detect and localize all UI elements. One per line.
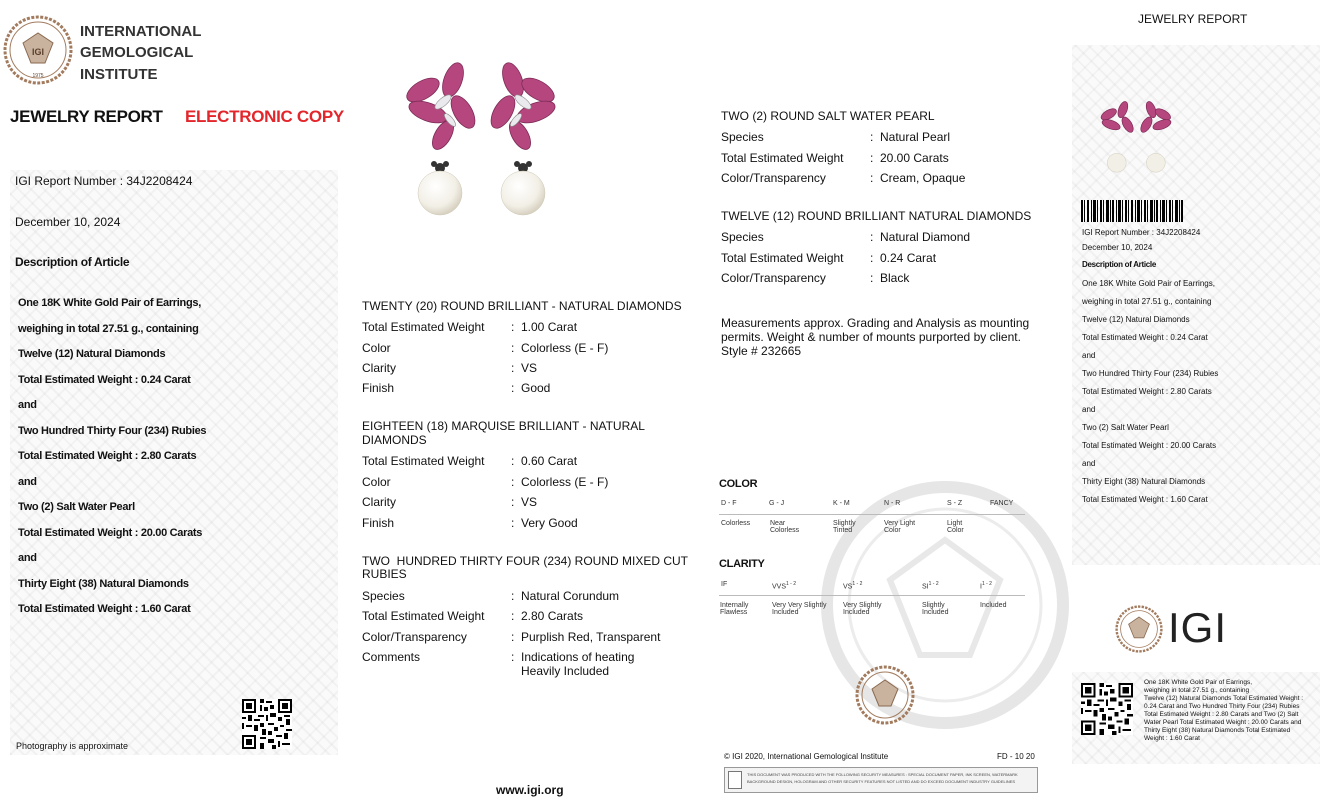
detail-label: Color [362,475,391,489]
description-line: Thirty Eight (38) Natural Diamonds [18,577,189,590]
earrings-photo [398,50,568,220]
detail-row: Species : Natural Diamond [721,230,971,244]
stub-summary-line: Twelve (12) Natural Diamonds Total Estimated Weight : [1144,695,1304,702]
detail-label: Total Estimated Weight [362,609,485,623]
clarity-desc: Very Slightly Included [843,602,882,616]
section-rubies-title-l1: TWO HUNDRED THIRTY FOUR (234) ROUND MIXED CUT [362,554,689,568]
detail-value: Natural Diamond [880,230,971,244]
description-line: Two (2) Salt Water Pearl [18,501,135,513]
clarity-desc: Internally Flawless [720,602,749,616]
stub-description-line: Total Estimated Weight : 2.80 Carats [1082,387,1212,396]
security-line: BACKGROUND DESIGN, HOLOGRAM AND OTHER SECURITY FEATURES NOT LISTED AND DO EXCEED DOCUMENT INDUSTRY GUIDELINES [747,779,1016,784]
detail-label: Species [362,589,405,603]
color-grade: K - M [833,500,850,507]
stub-summary-line: 0.24 Carat and Two Hundred Thirty Four (234) Rubies [1144,703,1300,710]
section-rubies-title-l2: RUBIES [362,567,407,581]
detail-row: Color/Transparency : Black [721,271,910,285]
detail-label: Comments [362,650,421,664]
clarity-grade [843,581,862,590]
detail-row: Color/Transparency : Cream, Opaque [721,171,966,185]
stub-description-heading: Description of Article [1082,260,1157,269]
detail-label: Color [362,341,391,355]
stub-description-line: Total Estimated Weight : 1.60 Carat [1082,495,1208,504]
detail-row: Finish : Very Good [362,516,578,530]
stub-description-line: and [1082,351,1096,360]
website-link[interactable]: www.igi.org [496,783,564,797]
detail-row: Comments : Indications of heating [362,650,635,664]
clarity-grade-text: SI [922,583,929,591]
detail-value: 0.24 Carat [880,251,937,265]
clarity-grade [922,581,939,590]
detail-label: Species [721,130,764,144]
detail-value: VS [521,495,538,509]
stub-description-line: Total Estimated Weight : 0.24 Carat [1082,333,1208,342]
detail-value: Very Good [521,516,578,530]
stub-summary-line: Thirty Eight (38) Natural Diamonds Total Estimated [1144,727,1291,734]
detail-value-continued: Heavily Included [521,664,610,678]
description-line: and [18,552,37,564]
photo-note: Photography is approximate [16,741,129,751]
stub-summary-line: Total Estimated Weight : 2.80 Carats and Two (2) Salt [1144,711,1299,718]
stub-description-line: Two (2) Salt Water Pearl [1082,423,1169,432]
clarity-grade-sup: 1 - 2 [928,581,939,587]
detail-row: Finish : Good [362,381,551,395]
section-marquise-diamonds-title-l1: EIGHTEEN (18) MARQUISE BRILLIANT - NATURAL [362,419,645,433]
stub-description-line: Twelve (12) Natural Diamonds [1082,315,1190,324]
color-desc: Colorless [721,520,751,527]
color-desc: Slightly Tinted [833,520,856,534]
clarity-grade: IF [721,581,728,588]
stub-description-line: Thirty Eight (38) Natural Diamonds [1082,477,1206,486]
color-grade: G - J [769,500,785,507]
style-number: Style # 232665 [721,344,802,358]
stub-title: JEWELRY REPORT [1138,12,1248,26]
stub-date: December 10, 2024 [1082,243,1153,252]
stub-summary-line: weighing in total 27.51 g., containing [1144,687,1250,694]
barcode [1081,200,1183,222]
description-line: Twelve (12) Natural Diamonds [18,348,166,360]
detail-value: Cream, Opaque [880,171,966,185]
description-line: Total Estimated Weight : 20.00 Carats [18,526,203,539]
stub-description-line: One 18K White Gold Pair of Earrings, [1082,279,1215,288]
stub-report-number: IGI Report Number : 34J2208424 [1082,228,1201,237]
clarity-grade-sup: 1 - 2 [981,581,992,587]
stub-description-line: and [1082,405,1096,414]
security-line: THIS DOCUMENT WAS PRODUCED WITH THE FOLLOWING SECURITY MEASURES : SPECIAL DOCUMENT PAPER, INK SCREEN, WATERMARK [747,772,1018,777]
detail-value: Natural Pearl [880,130,951,144]
detail-label: Clarity [362,495,397,509]
igi-logo-seal [1115,605,1163,653]
clarity-grade [772,581,796,590]
detail-row: Total Estimated Weight : 2.80 Carats [362,609,584,623]
description-line: Total Estimated Weight : 0.24 Carat [18,373,191,386]
detail-value: Black [880,271,910,285]
clarity-desc: Included [980,602,1007,609]
detail-row: Species : Natural Pearl [721,130,951,144]
detail-value: 0.60 Carat [521,454,578,468]
detail-row: Total Estimated Weight : 0.60 Carat [362,454,578,468]
institute-name-line1: INTERNATIONAL [80,23,202,40]
stub-description-list [1082,275,1218,509]
detail-value: Indications of heating [521,650,635,664]
igi-seal-small [855,665,915,725]
measurements-line: Measurements approx. Grading and Analysis as mounting [721,316,1030,330]
color-scale-heading: COLOR [719,478,758,490]
stub-earrings-photo [1097,93,1177,178]
igi-logo-text: IGI [1168,604,1228,651]
seal-year-text: 1975 [32,73,44,79]
seal-mark-text: IGI [31,47,45,57]
color-desc: Light Color [947,520,964,534]
description-line: One 18K White Gold Pair of Earrings, [18,297,201,309]
detail-row: Clarity : VS [362,361,538,375]
institute-name-line3: INSTITUTE [80,66,158,83]
document-icon [728,771,742,789]
detail-row: Species : Natural Corundum [362,589,620,603]
section-round-diamonds-title: TWENTY (20) ROUND BRILLIANT - NATURAL DIAMONDS [362,299,682,313]
detail-label: Color/Transparency [721,171,826,185]
security-notice-box [724,767,1038,793]
detail-value: 2.80 Carats [521,609,584,623]
detail-label: Color/Transparency [721,271,826,285]
section-pearl-title: TWO (2) ROUND SALT WATER PEARL [721,109,935,123]
detail-value: Purplish Red, Transparent [521,630,661,644]
detail-value: Natural Corundum [521,589,620,603]
clarity-grade-text: VVS [772,583,787,591]
detail-value: VS [521,361,538,375]
color-grade: N - R [884,500,901,507]
report-number: IGI Report Number : 34J2208424 [15,174,193,188]
clarity-scale-divider [719,595,1025,596]
detail-row: Total Estimated Weight : 0.24 Carat [721,251,937,265]
detail-value: Colorless (E - F) [521,475,609,489]
detail-label: Total Estimated Weight [721,251,844,265]
form-code: FD - 10 20 [997,752,1035,761]
section-marquise-diamonds-title-l2: DIAMONDS [362,433,427,447]
description-line: and [18,475,37,488]
clarity-grade-sup: 1 - 2 [852,581,863,587]
description-line: Total Estimated Weight : 1.60 Carat [18,603,191,615]
stub-summary-line: One 18K White Gold Pair of Earrings, [1144,679,1253,686]
detail-label: Clarity [362,361,397,375]
clarity-scale-heading: CLARITY [719,558,765,570]
description-heading: Description of Article [15,255,130,269]
description-line: Total Estimated Weight : 2.80 Carats [18,450,197,462]
detail-value: Colorless (E - F) [521,341,609,355]
measurements-line: permits. Weight & number of mounts purported by client. [721,330,1021,344]
detail-label: Total Estimated Weight [362,454,485,468]
description-list [18,291,206,623]
stub-qr-code[interactable] [1081,683,1133,735]
color-grade: D - F [721,500,737,507]
detail-label: Finish [362,381,395,395]
detail-row: Total Estimated Weight : 1.00 Carat [362,320,578,334]
clarity-grade-text: VS [843,583,853,591]
detail-row: Clarity : VS [362,495,538,509]
institute-name-line2: GEMOLOGICAL [80,44,194,61]
description-line: Two Hundred Thirty Four (234) Rubies [18,424,207,437]
clarity-desc: Very Very Slightly Included [772,602,827,616]
detail-value: 1.00 Carat [521,320,578,334]
stub-description-line: Total Estimated Weight : 20.00 Carats [1082,441,1217,450]
detail-row: Total Estimated Weight : 20.00 Carats [721,151,949,165]
color-grade: FANCY [990,500,1014,507]
clarity-grade [980,581,992,590]
stub-summary-line: Water Pearl Total Estimated Weight : 20.00 Carats and [1144,719,1302,726]
description-line: and [18,399,37,411]
stub-summary [1144,679,1316,743]
stub-description-line: Two Hundred Thirty Four (234) Rubies [1082,369,1219,378]
detail-value: Good [521,381,551,395]
stub-summary-line: Weight : 1.60 Carat [1144,735,1200,742]
qr-code[interactable] [242,699,292,749]
electronic-copy-label: ELECTRONIC COPY [185,107,344,126]
detail-label: Species [721,230,764,244]
stub-description-line: weighing in total 27.51 g., containing [1082,297,1212,306]
clarity-desc: Slightly Included [922,602,949,616]
color-desc: Near Colorless [770,520,800,534]
detail-value: 20.00 Carats [880,151,949,165]
igi-seal-logo [3,15,73,85]
measurements-note [721,316,1029,358]
report-title: JEWELRY REPORT [10,107,163,126]
detail-label: Total Estimated Weight [721,151,844,165]
detail-label: Finish [362,516,395,530]
color-desc: Very Light Color [884,520,916,534]
section-black-diamonds-title: TWELVE (12) ROUND BRILLIANT NATURAL DIAMONDS [721,209,1032,223]
detail-label: Total Estimated Weight [362,320,485,334]
color-grade: S - Z [947,500,963,507]
description-line: weighing in total 27.51 g., containing [18,322,199,335]
clarity-grade-text: I [980,583,982,591]
color-scale-divider [719,514,1025,515]
clarity-grade-sup: 1 - 2 [786,581,797,587]
report-date: December 10, 2024 [15,215,121,229]
detail-label: Color/Transparency [362,630,467,644]
copyright-notice: © IGI 2020, International Gemological Institute [724,752,889,761]
detail-row: Color : Colorless (E - F) [362,341,609,355]
detail-row: Color/Transparency : Purplish Red, Transparent [362,630,661,644]
stub-description-line: and [1082,459,1096,468]
detail-row: Color : Colorless (E - F) [362,475,609,489]
